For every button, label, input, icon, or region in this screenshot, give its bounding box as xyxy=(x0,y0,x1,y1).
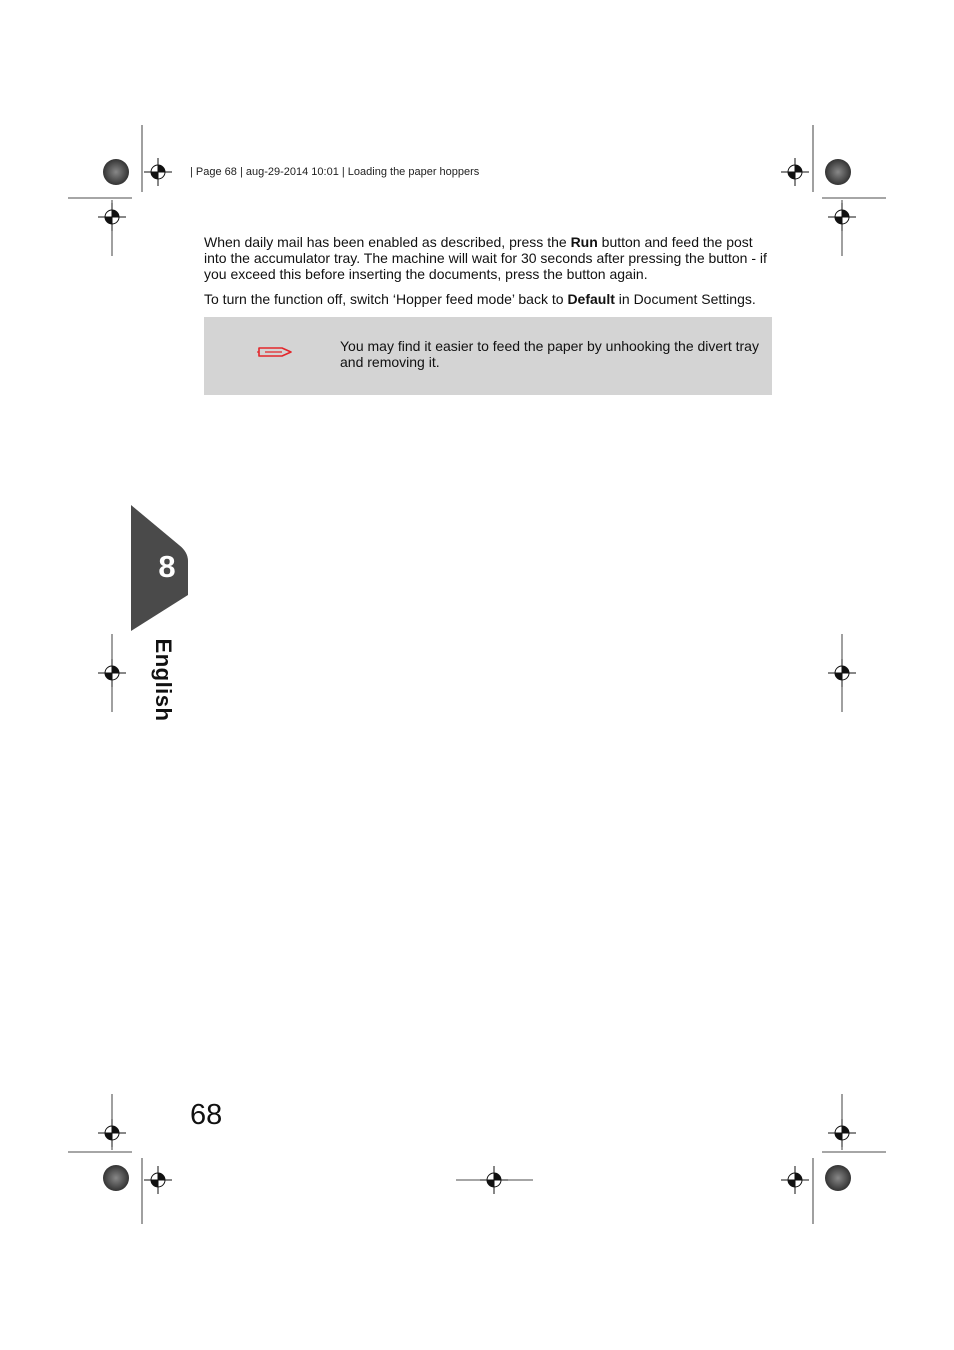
pointing-hand-icon xyxy=(256,344,294,360)
paragraph-2-text-after: in Document Settings. xyxy=(614,291,756,307)
print-slug: | Page 68 | aug-29-2014 10:01 | Loading the paper hoppers xyxy=(190,166,480,178)
paragraph-1-text-before: When daily mail has been enabled as described, press the xyxy=(204,234,571,250)
page-number: 68 xyxy=(190,1099,223,1131)
paragraph-2-text-before: To turn the function off, switch ‘Hopper feed mode’ back to xyxy=(204,291,568,307)
note-text: You may find it easier to feed the paper by unhooking the divert tray and removing it. xyxy=(340,338,759,370)
body-paragraph-2 xyxy=(204,291,776,307)
note-box xyxy=(204,317,772,395)
paragraph-1-bold-run: Run xyxy=(570,234,598,250)
language-label: English xyxy=(151,638,176,722)
body-paragraph-1 xyxy=(204,234,776,282)
paragraph-1-text-after: button and feed the post into the accumulator tray. The machine will wait for 30 seconds after pressing the button - if you exceed this before inserting the documents, press the button again. xyxy=(204,234,767,282)
chapter-number: 8 xyxy=(158,549,176,584)
paragraph-2-bold-default: Default xyxy=(567,291,615,307)
